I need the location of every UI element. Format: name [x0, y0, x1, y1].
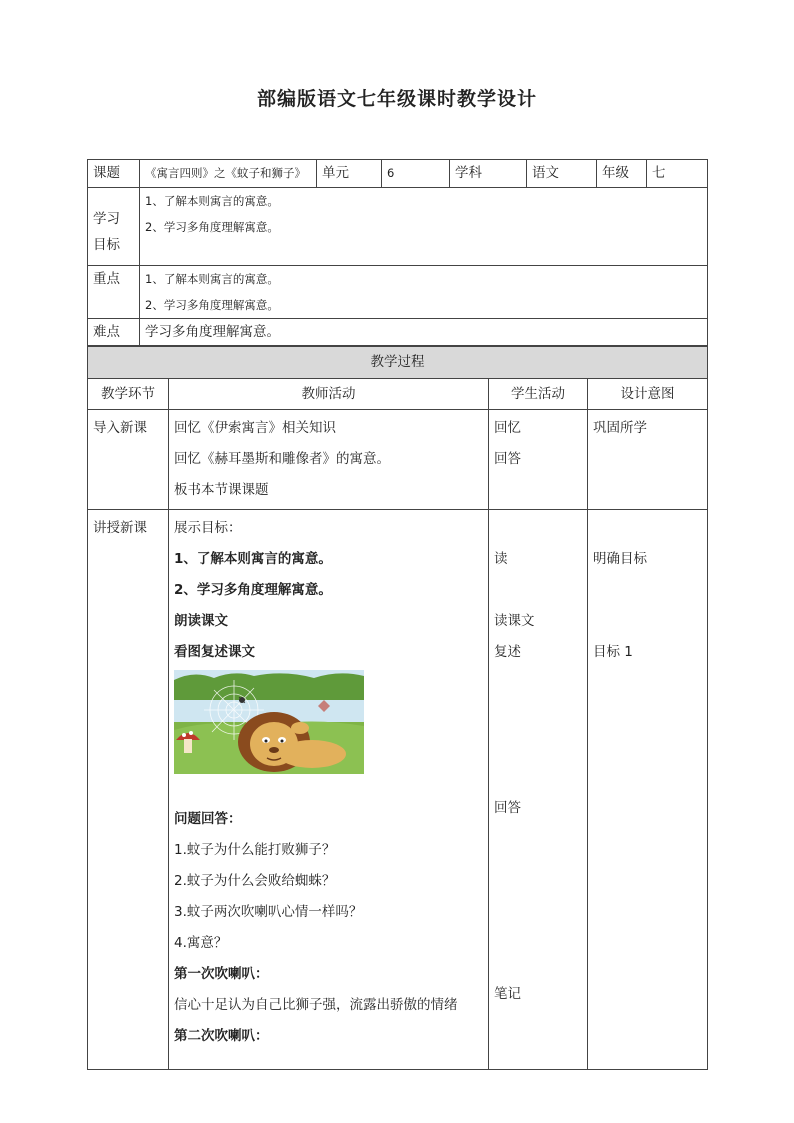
objectives-label-line2: 目标 [93, 237, 120, 253]
qa-heading: 问题回答： [174, 811, 242, 827]
key-point-item: 1、了解本则寓言的寓意。 [145, 272, 279, 286]
intro-student-line: 回答 [494, 451, 521, 467]
first-horn: 第一次吹喇叭： [174, 966, 269, 982]
subject-label: 学科 [450, 160, 527, 188]
question-3: 3.蚊子两次吹喇叭心情一样吗？ [174, 904, 363, 920]
objectives-label-line1: 学习 [93, 211, 120, 227]
read-aloud: 朗读课文 [174, 613, 228, 629]
lesson-plan-table [87, 159, 707, 1070]
lecture-teacher [169, 510, 489, 1070]
question-4: 4.寓意？ [174, 935, 228, 951]
objective-item: 1、了解本则寓言的寓意。 [145, 194, 279, 208]
column-header-student: 学生活动 [489, 379, 588, 410]
student-retell: 复述 [494, 644, 521, 660]
column-header-stage: 教学环节 [88, 379, 169, 410]
unit-value: 6 [382, 160, 450, 188]
process-table [87, 346, 708, 1070]
student-read-text: 读课文 [494, 613, 535, 629]
student-read: 读 [494, 551, 508, 567]
key-points-content [140, 266, 708, 319]
intent-goal-1: 目标 1 [593, 644, 633, 660]
intro-stage: 导入新课 [88, 410, 169, 510]
objective-item: 2、学习多角度理解寓意。 [145, 220, 279, 234]
difficulty-label: 难点 [88, 319, 140, 346]
question-1: 1.蚊子为什么能打败狮子？ [174, 842, 336, 858]
grade-value: 七 [647, 160, 708, 188]
objectives-content [140, 188, 708, 266]
goal-1: 1、了解本则寓言的寓意。 [174, 551, 332, 567]
topic-label: 课题 [88, 160, 140, 188]
info-table [87, 159, 708, 346]
process-heading: 教学过程 [88, 347, 708, 379]
lecture-intent [588, 510, 708, 1070]
goal-2: 2、学习多角度理解寓意。 [174, 582, 332, 598]
subject-value: 语文 [527, 160, 597, 188]
key-points-label: 重点 [88, 266, 140, 319]
key-point-item: 2、学习多角度理解寓意。 [145, 298, 279, 312]
lecture-stage: 讲授新课 [88, 510, 169, 1070]
retell: 看图复述课文 [174, 644, 255, 660]
lecture-student [489, 510, 588, 1070]
question-2: 2.蚊子为什么会败给蜘蛛？ [174, 873, 336, 889]
difficulty-value: 学习多角度理解寓意。 [140, 319, 708, 346]
intro-teacher [169, 410, 489, 510]
intent-clarify: 明确目标 [593, 551, 647, 567]
second-horn: 第二次吹喇叭： [174, 1028, 269, 1044]
show-goals: 展示目标： [174, 520, 242, 536]
grade-label: 年级 [597, 160, 647, 188]
column-header-intent: 设计意图 [588, 379, 708, 410]
intro-teacher-line: 回忆《赫耳墨斯和雕像者》的寓意。 [174, 451, 390, 467]
unit-label: 单元 [317, 160, 382, 188]
intro-intent: 巩固所学 [588, 410, 708, 510]
topic-value: 《寓言四则》之《蚊子和狮子》 [140, 160, 317, 188]
lion-mosquito-illustration [174, 670, 364, 774]
column-header-teacher: 教师活动 [169, 379, 489, 410]
student-notes: 笔记 [494, 986, 521, 1002]
page-title: 部编版语文七年级课时教学设计 [256, 88, 537, 110]
intro-teacher-line: 板书本节课课题 [174, 482, 269, 498]
intro-student-line: 回忆 [494, 420, 521, 436]
student-answer: 回答 [494, 800, 521, 816]
first-horn-answer: 信心十足认为自己比狮子强，流露出骄傲的情绪 [174, 997, 458, 1013]
intro-teacher-line: 回忆《伊索寓言》相关知识 [174, 420, 336, 436]
intro-student [489, 410, 588, 510]
